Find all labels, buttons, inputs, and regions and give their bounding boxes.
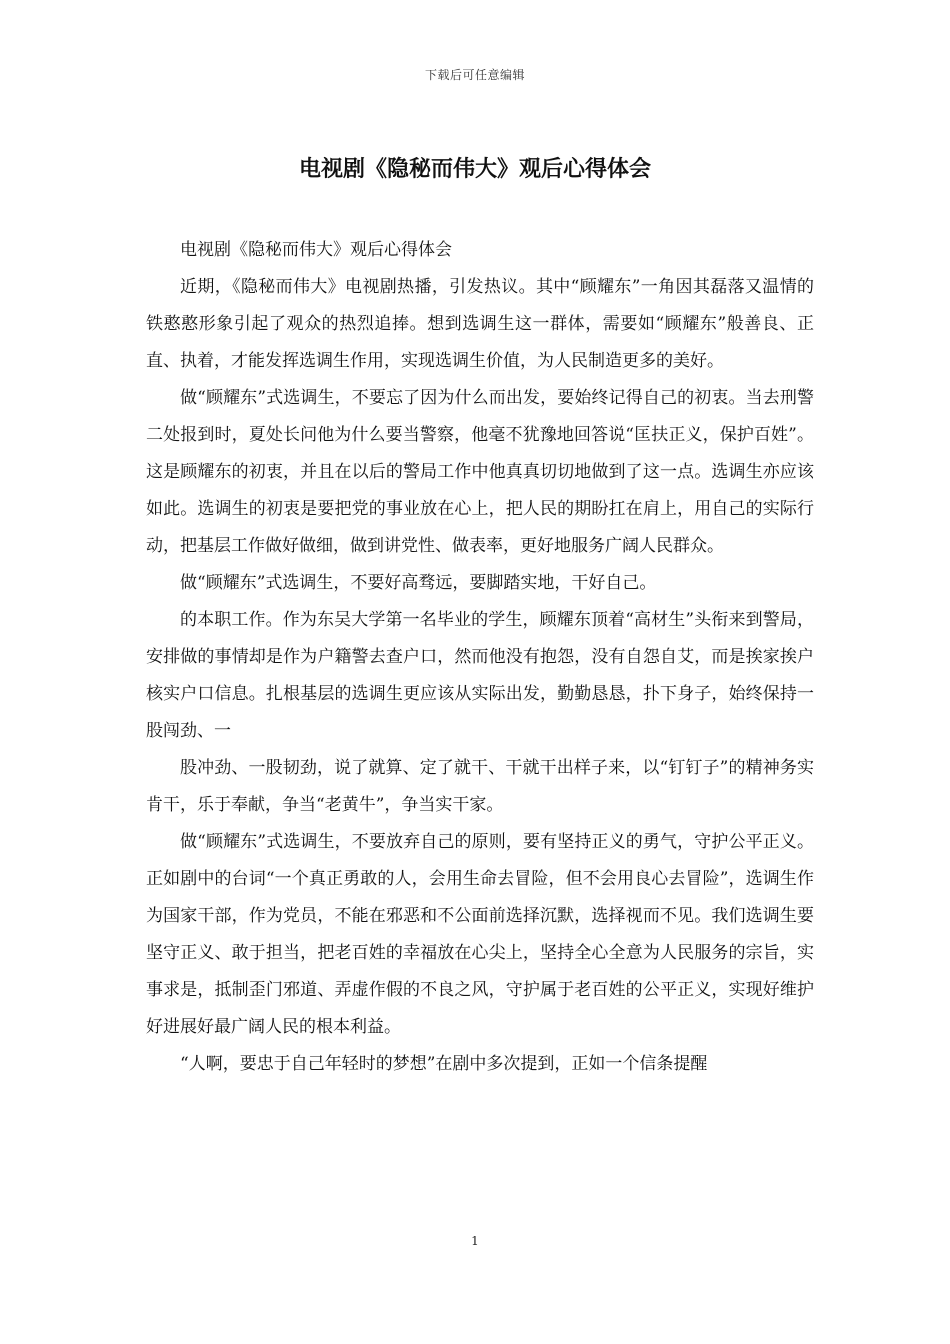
paragraph: 做“顾耀东”式选调生，不要忘了因为什么而出发，要始终记得自己的初衷。当去刑警二处报到时，夏处长问他为什么要当警察，他毫不犹豫地回答说“匡扶正义，保护百姓”。这是顾耀东的初衷，并且在以后的警局工作中他真真切切地做到了这一点。选调生亦应该如此。选调生的初衷是要把党的事业放在心上，把人民的期盼扛在肩上，用自己的实际行动，把基层工作做好做细，做到讲党性、做表率，更好地服务广阔人民群众。 [146, 388, 814, 556]
header-note: 下载后可任意编辑 [424, 68, 525, 82]
paragraph: 做“顾耀东”式选调生，不要放弃自己的原则，要有坚持正义的勇气，守护公平正义。正如剧中的台词“一个真正勇敢的人，会用生命去冒险，但不会用良心去冒险”，选调生作为国家干部，作为党员，不能在邪恶和不公面前选择沉默，选择视而不见。我们选调生要坚守正义、敢于担当，把老百姓的幸福放在心尖上，坚持全心全意为人民服务的宗旨，实事求是，抵制歪门邪道、弄虚作假的不良之风，守护属于老百姓的公平正义，实现好维护好进展好最广阔人民的根本利益。 [146, 832, 814, 1037]
paragraph: 的本职工作。作为东吴大学第一名毕业的学生，顾耀东顶着“高材生”头衔来到警局，安排做的事情却是作为户籍警去查户口，然而他没有抱怨，没有自怨自艾，而是挨家挨户核实户口信息。扎根基层的选调生更应该从实际出发，勤勤恳恳，扑下身子，始终保持一股闯劲、一 [146, 610, 814, 741]
paragraph: 做“顾耀东”式选调生，不要好高骛远，要脚踏实地，干好自己。 [180, 573, 657, 593]
paragraph: 近期，《隐秘而伟大》电视剧热播，引发热议。其中“顾耀东”一角因其磊落又温情的铁憨憨形象引起了观众的热烈追捧。想到选调生这一群体，需要如“顾耀东”般善良、正直、执着，才能发挥选调生作用，实现选调生价值，为人民制造更多的美好。 [146, 277, 814, 371]
document-body [146, 232, 814, 1083]
paragraph: 股冲劲、一股韧劲，说了就算、定了就干、干就干出样子来，以“钉钉子”的精神务实肯干，乐于奉献，争当“老黄牛”，争当实干家。 [146, 758, 814, 815]
document-title: 电视剧《隐秘而伟大》观后心得体会 [298, 156, 651, 182]
page-number: 1 [471, 1234, 479, 1248]
paragraph: “人啊，要忠于自己年轻时的梦想”在剧中多次提到，正如一个信条提醒 [180, 1054, 708, 1074]
paragraph-subtitle: 电视剧《隐秘而伟大》观后心得体会 [180, 240, 452, 260]
